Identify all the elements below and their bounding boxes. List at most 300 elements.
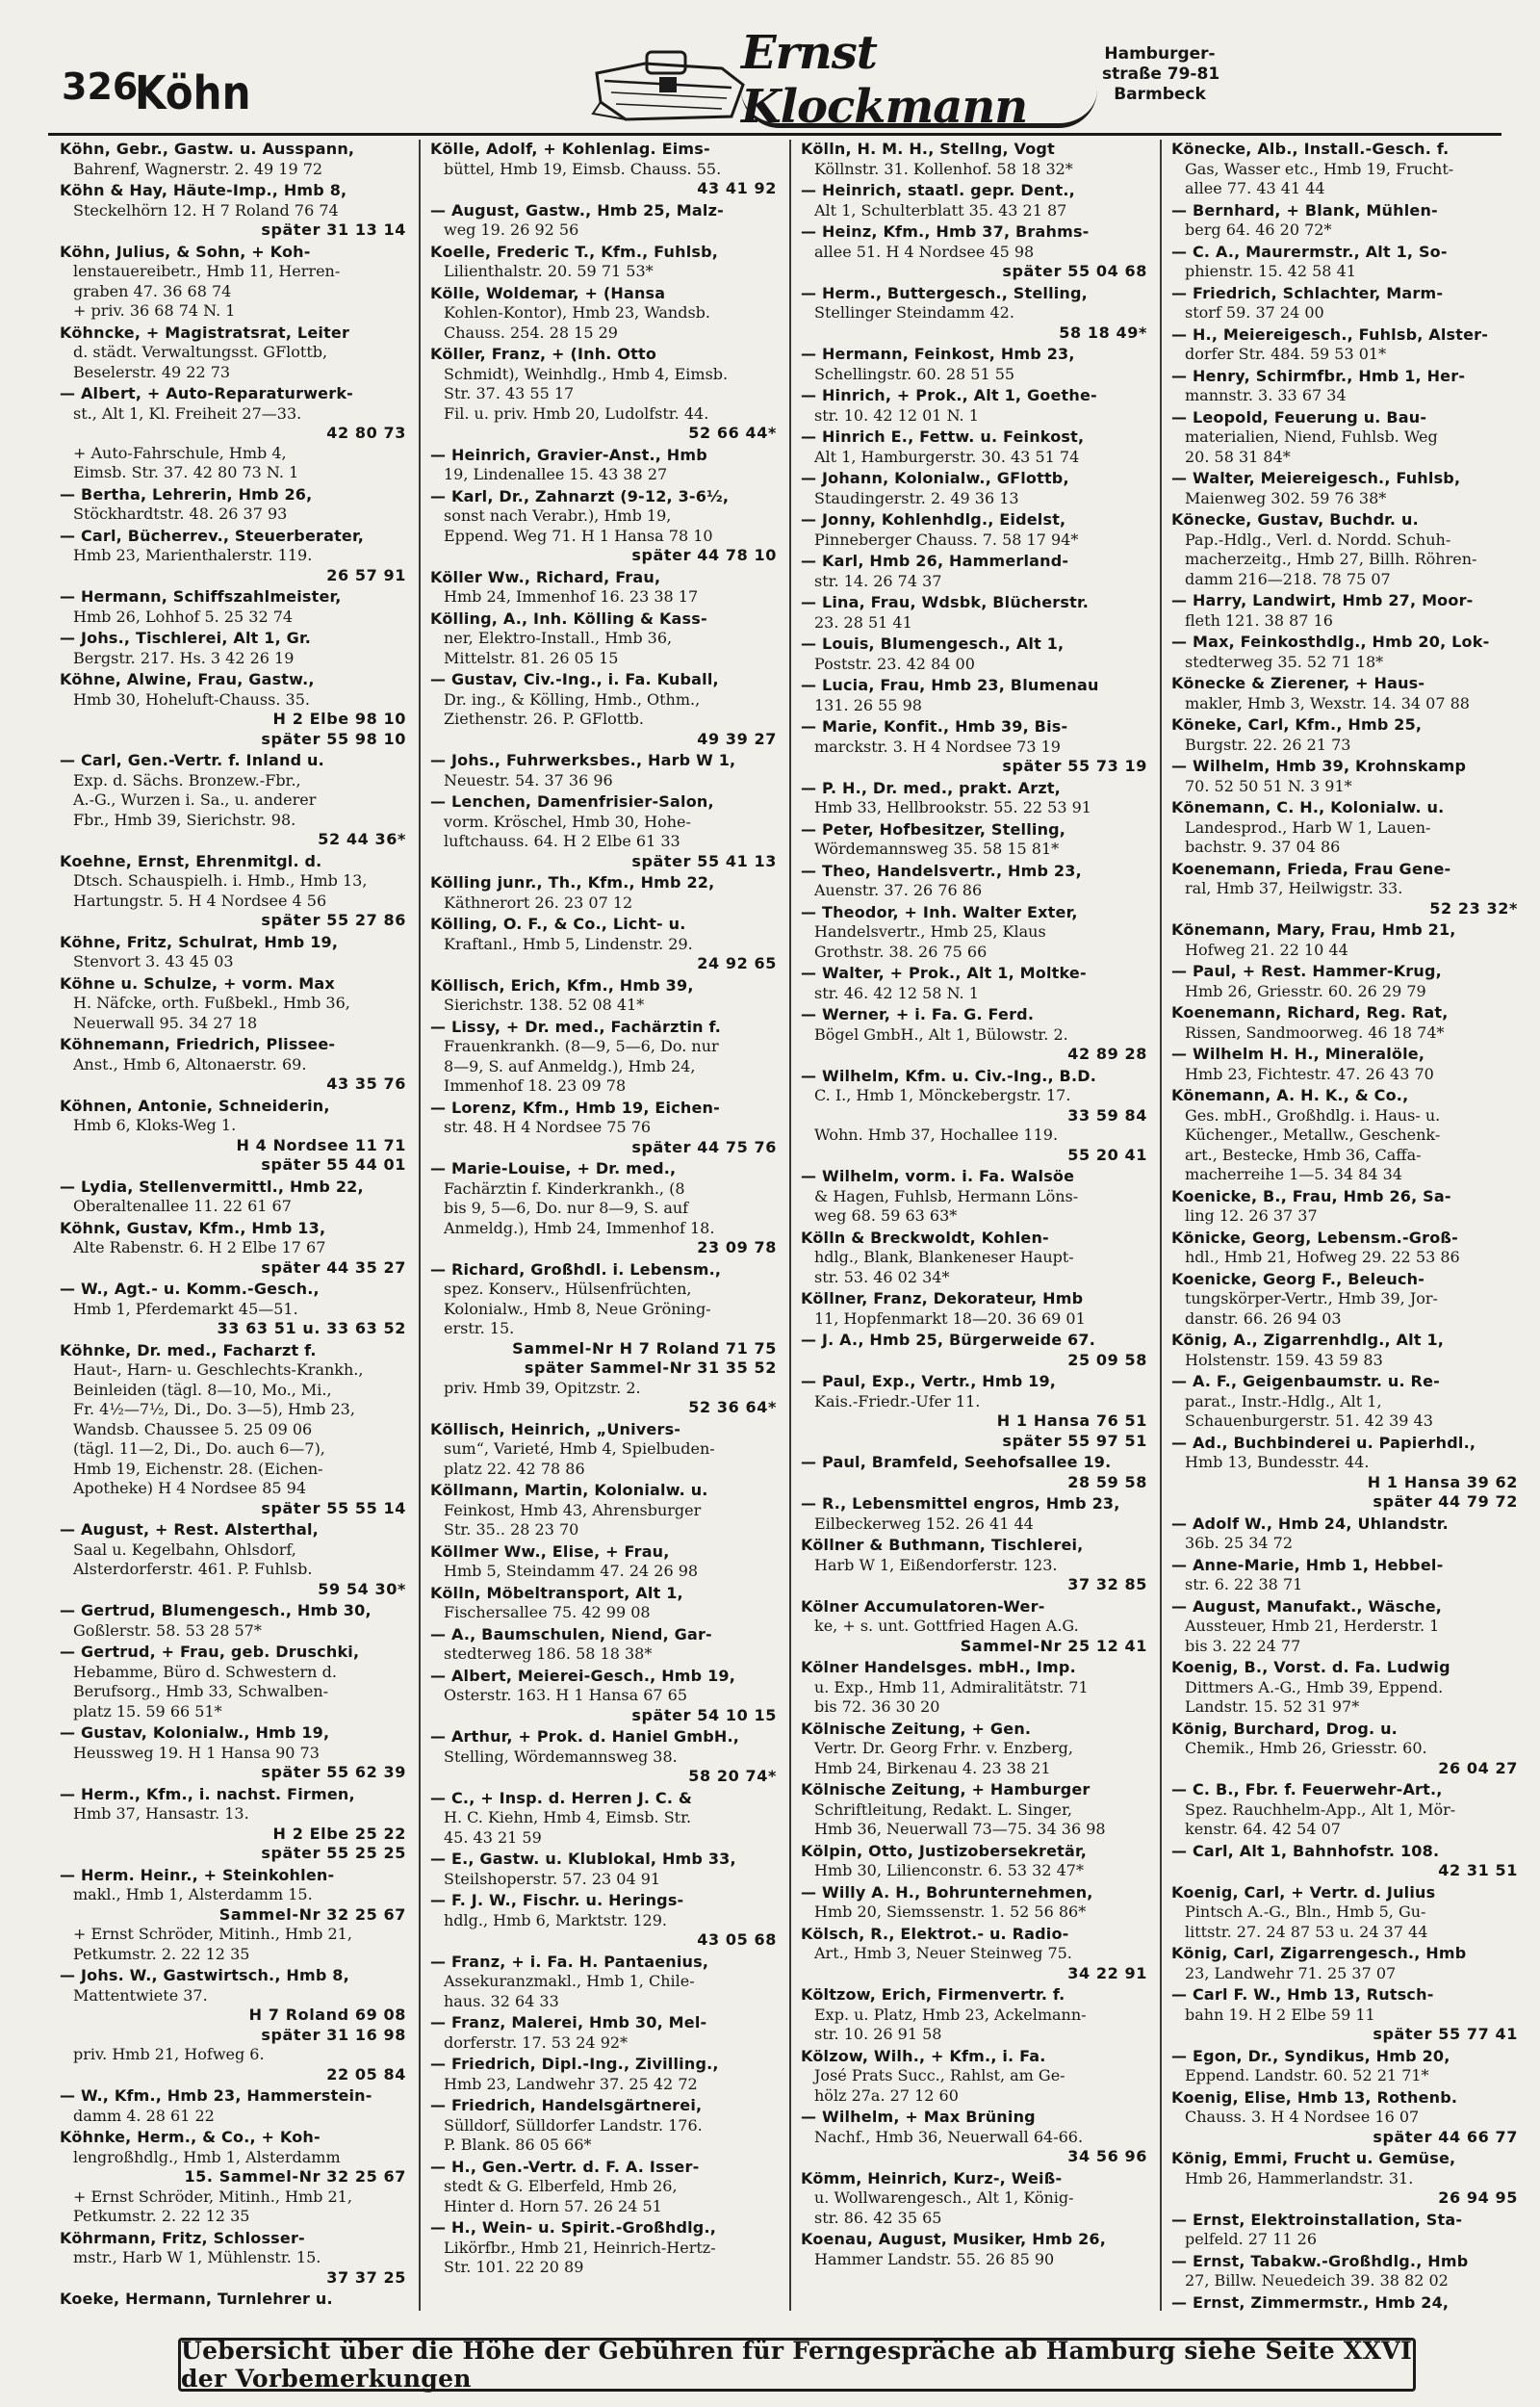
entry-heading-line: — Egon, Dr., Syndikus, Hmb 20,	[1171, 2046, 1450, 2065]
entry-line: str. 48. H 4 Nordsee 75 76	[444, 1118, 652, 1136]
entry-line: Art., Hmb 3, Neuer Steinweg 75.	[814, 1944, 1072, 1962]
entry-line: Kolonialw., Hmb 8, Neue Gröning-	[444, 1299, 711, 1318]
entry-line: später 55 41 13	[631, 851, 777, 870]
directory-entry	[801, 1842, 1147, 1881]
entry-line: Hmb 23, Marienthalerstr. 119.	[73, 546, 313, 564]
entry-line: später 55 77 41	[1373, 2025, 1518, 2043]
entry-line: Nachf., Hmb 36, Neuerwall 64-66.	[814, 2127, 1084, 2146]
directory-entry	[801, 222, 1147, 282]
entry-line: Stenvort 3. 43 45 03	[73, 952, 234, 971]
entry-line: später 44 79 72	[1373, 1492, 1518, 1511]
directory-entry	[60, 1280, 406, 1339]
entry-line: Mattentwiete 37.	[73, 1985, 208, 2005]
entry-heading-line: — Paul, Bramfeld, Seehofsallee 19.	[801, 1453, 1112, 1471]
entry-line: Stellinger Steindamm 42.	[814, 303, 1014, 322]
entry-heading-line: — Heinrich, staatl. gepr. Dent.,	[801, 181, 1075, 199]
entry-heading-line: Kölln, Möbeltransport, Alt 1,	[430, 1583, 683, 1602]
entry-heading-line: Kölner Handelsges. mbH., Imp.	[801, 1658, 1076, 1676]
entry-heading-line: — Lenchen, Damenfrisier-Salon,	[430, 792, 714, 811]
entry-line: Wördemannsweg 35. 58 15 81*	[814, 840, 1060, 858]
directory-entry	[801, 469, 1147, 508]
directory-entry	[801, 717, 1147, 777]
entry-line: Chauss. 3. H 4 Nordsee 16 07	[1185, 2108, 1420, 2126]
entry-heading-line: König, Emmi, Frucht u. Gemüse,	[1171, 2149, 1456, 2167]
directory-entry	[60, 1035, 406, 1095]
entry-heading-line: — Johs., Tischlerei, Alt 1, Gr.	[60, 629, 312, 647]
entry-line: stedterweg 35. 52 71 18*	[1185, 652, 1384, 671]
entry-line: später Sammel-Nr 31 35 52	[524, 1359, 777, 1377]
entry-line: tungskörper-Vertr., Hmb 39, Jor-	[1185, 1289, 1438, 1307]
entry-line: Bögel GmbH., Alt 1, Bülowstr. 2.	[814, 1024, 1068, 1044]
directory-entry	[430, 1260, 777, 1418]
entry-line: Hmb 20, Siemssenstr. 1. 52 56 86*	[814, 1902, 1087, 1921]
directory-entry	[60, 324, 406, 383]
entry-heading-line: — Lucia, Frau, Hmb 23, Blumenau	[801, 676, 1099, 694]
page-number: 326	[62, 65, 139, 108]
entry-line: Berufsorg., Hmb 33, Schwalben-	[73, 1682, 329, 1700]
directory-entry	[1171, 1883, 1518, 1943]
entry-line: damm 216—218. 78 75 07	[1185, 569, 1391, 588]
entry-heading-line: Koenicke, Georg F., Beleuch-	[1171, 1269, 1425, 1288]
directory-entry	[60, 852, 406, 931]
directory-entry	[801, 1985, 1147, 2045]
entry-line: 52 36 64*	[688, 1398, 777, 1416]
entry-heading-line: Köllner & Buthmann, Tischlerei,	[801, 1536, 1084, 1554]
directory-entry	[1171, 715, 1518, 755]
entry-heading-line: — Carl, Bücherrev., Steuerberater,	[60, 526, 364, 545]
entry-heading-line: — Herm., Buttergesch., Stelling,	[801, 283, 1088, 302]
directory-entry	[1171, 2088, 1518, 2148]
directory-entry	[60, 181, 406, 241]
entry-heading-line: — Willy A. H., Bohrunternehmen,	[801, 1882, 1093, 1902]
entry-line: Ges. mbH., Großhdlg. i. Haus- u.	[1185, 1105, 1441, 1125]
entry-line: kenstr. 64. 42 54 07	[1185, 1820, 1341, 1838]
entry-line: H 7 Roland 69 08	[248, 2006, 406, 2024]
entry-line: Likörfbr., Hmb 21, Heinrich-Hertz-	[444, 2238, 716, 2257]
entry-line: Burgstr. 22. 26 21 73	[1185, 735, 1351, 754]
entry-line: Dtsch. Schauspielh. i. Hmb., Hmb 13,	[73, 871, 368, 890]
entry-line: Aussteuer, Hmb 21, Herderstr. 1	[1185, 1617, 1440, 1635]
entry-line: 45. 43 21 59	[444, 1827, 542, 1847]
entry-heading-line: — H., Gen.-Vertr. d. F. A. Isser-	[430, 2157, 700, 2176]
directory-entry	[430, 1667, 777, 1726]
entry-line: 34 22 91	[1067, 1963, 1147, 1982]
entry-heading-line: Köhnemann, Friedrich, Plissee-	[60, 1035, 336, 1053]
entry-heading-line: — A. F., Geigenbaumstr. u. Re-	[1171, 1372, 1440, 1390]
entry-line: pelfeld. 27 11 26	[1185, 2230, 1317, 2248]
entry-line: Eimsb. Str. 37. 42 80 73 N. 1	[73, 463, 299, 481]
entry-line: Stelling, Wördemannsweg 38.	[444, 1747, 678, 1766]
entry-line: Hmb 36, Neuerwall 73—75. 34 36 98	[814, 1820, 1106, 1838]
entry-heading-line: — J. A., Hmb 25, Bürgerweide 67.	[801, 1331, 1095, 1349]
directory-entry	[1171, 962, 1518, 1001]
directory-entry	[60, 2290, 406, 2311]
entry-line: luftchauss. 64. H 2 Elbe 61 33	[444, 832, 680, 850]
entry-line: Sülldorf, Sülldorfer Landstr. 176.	[444, 2115, 703, 2135]
directory-entry	[1171, 1985, 1518, 2045]
entry-line: Hmb 13, Bundesstr. 44.	[1185, 1453, 1370, 1471]
entry-heading-line: — Gustav, Kolonialw., Hmb 19,	[60, 1723, 330, 1742]
entry-line: 42 80 73	[326, 424, 406, 442]
entry-line: Küchenger., Metallw., Geschenk-	[1185, 1126, 1441, 1144]
entry-line: 42 89 28	[1067, 1045, 1147, 1063]
directory-entry	[801, 820, 1147, 860]
directory-entry	[801, 964, 1147, 1003]
entry-line: art., Bestecke, Hmb 36, Caffa-	[1185, 1145, 1422, 1164]
column-4	[1171, 140, 1518, 2311]
entry-line: Landesprod., Harb W 1, Lauen-	[1185, 817, 1431, 837]
entry-line: materialien, Niend, Fuhlsb. Weg	[1185, 427, 1438, 446]
entry-heading-line: — Walter, + Prok., Alt 1, Moltke-	[801, 964, 1087, 982]
entry-line: 23, Landwehr 71. 25 37 07	[1185, 1963, 1397, 1982]
entry-heading-line: Kölling junr., Th., Kfm., Hmb 22,	[430, 873, 715, 892]
entry-line: erstr. 15.	[444, 1319, 515, 1337]
directory-entry	[430, 976, 777, 1016]
entry-heading-line: — August, + Rest. Alsterthal,	[60, 1520, 319, 1539]
entry-heading-line: — C. A., Maurermstr., Alt 1, So-	[1171, 242, 1448, 261]
entry-line: st., Alt 1, Kl. Freiheit 27—33.	[73, 403, 302, 423]
entry-line: 25 09 58	[1067, 1350, 1147, 1369]
directory-entry	[801, 1331, 1147, 1370]
directory-entry	[801, 2108, 1147, 2167]
entry-line: d. städt. Verwaltungsst. GFlottb,	[73, 343, 328, 361]
entry-heading-line: Koenig, Carl, + Vertr. d. Julius	[1171, 1882, 1436, 1902]
entry-line: bahn 19. H 2 Elbe 59 11	[1185, 2005, 1375, 2024]
directory-entry	[1171, 325, 1518, 365]
entry-heading-line: — Johs. W., Gastwirtsch., Hmb 8,	[60, 1966, 349, 1984]
directory-entry	[801, 345, 1147, 384]
directory-entry	[430, 1420, 777, 1480]
entry-line: Fischersallee 75. 42 99 08	[444, 1603, 651, 1621]
entry-line: mstr., Harb W 1, Mühlenstr. 15.	[73, 2248, 321, 2266]
entry-heading-line: — C. B., Fbr. f. Feuerwehr-Art.,	[1171, 1780, 1443, 1799]
entry-heading-line: Köhnk, Gustav, Kfm., Hmb 13,	[60, 1218, 326, 1237]
entry-line: platz 15. 59 66 51*	[73, 1701, 222, 1721]
entry-heading-line: Köneke, Carl, Kfm., Hmb 25,	[1171, 715, 1423, 734]
directory-entry	[430, 140, 777, 199]
entry-line: 26 04 27	[1438, 1758, 1518, 1777]
entry-line	[60, 2310, 406, 2312]
entry-heading-line: — Johs., Fuhrwerksbes., Harb W 1,	[430, 751, 736, 769]
entry-heading-line: Kölle, Adolf, + Kohlenlag. Eims-	[430, 140, 710, 158]
directory-entry	[430, 2096, 777, 2156]
entry-heading-line: — Paul, Exp., Vertr., Hmb 19,	[801, 1372, 1057, 1390]
entry-line: stedterweg 186. 58 18 38*	[444, 1644, 653, 1663]
entry-heading-line: — Wilhelm, Hmb 39, Krohnskamp	[1171, 757, 1467, 775]
directory-entry	[801, 634, 1147, 674]
directory-entry	[430, 1891, 777, 1951]
entry-line: 52 44 36*	[318, 830, 406, 848]
directory-entry	[1171, 1556, 1518, 1595]
entry-heading-line: Kölle, Woldemar, + (Hansa	[430, 283, 666, 302]
column-3	[801, 140, 1147, 2311]
entry-line: 37 32 85	[1067, 1575, 1147, 1593]
directory-entry	[1171, 1270, 1518, 1330]
entry-line: u. Exp., Hmb 11, Admiralitätstr. 71	[814, 1677, 1089, 1696]
entry-line: bis 72. 36 30 20	[814, 1697, 940, 1716]
entry-heading-line: — Heinrich, Gravier-Anst., Hmb	[430, 445, 707, 464]
entry-line: Heussweg 19. H 1 Hansa 90 73	[73, 1743, 320, 1762]
entry-line: Hmb 1, Pferdemarkt 45—51.	[73, 1299, 298, 1318]
directory-entry	[801, 779, 1147, 818]
entry-heading-line: — Theo, Handelsvertr., Hmb 23,	[801, 861, 1082, 880]
entry-heading-line: — Peter, Hofbesitzer, Stelling,	[801, 819, 1066, 839]
entry-line: H. C. Kiehn, Hmb 4, Eimsb. Str.	[444, 1808, 692, 1826]
entry-line: parat., Instr.-Hdlg., Alt 1,	[1185, 1391, 1382, 1411]
directory-entry	[1171, 408, 1518, 468]
directory-entry	[801, 510, 1147, 550]
entry-heading-line: — R., Lebensmittel engros, Hmb 23,	[801, 1494, 1120, 1513]
entry-line: 26 94 95	[1438, 2188, 1518, 2207]
directory-entry	[60, 1341, 406, 1519]
entry-heading-line: Kölln & Breckwoldt, Kohlen-	[801, 1228, 1049, 1247]
entry-heading-line: — H., Wein- u. Spirit.-Großhdlg.,	[430, 2218, 717, 2237]
ad-address	[1102, 44, 1218, 105]
entry-line: makl., Hmb 1, Alsterdamm 15.	[73, 1885, 313, 1903]
directory-entry	[430, 1727, 777, 1787]
entry-heading-line: — Bertha, Lehrerin, Hmb 26,	[60, 484, 313, 504]
entry-line: später 55 55 14	[261, 1498, 406, 1517]
directory-entry	[1171, 2211, 1518, 2250]
entry-line: hölz 27a. 27 12 60	[814, 2085, 959, 2105]
entry-line: 28 59 58	[1067, 1472, 1147, 1491]
entry-line: phienstr. 15. 42 58 41	[1185, 262, 1356, 280]
directory-entry	[1171, 1372, 1518, 1432]
entry-line: Pintsch A.-G., Bln., Hmb 5, Gu-	[1185, 1902, 1426, 1921]
directory-entry	[801, 1883, 1147, 1923]
directory-entry	[1171, 633, 1518, 672]
directory-entry	[430, 1099, 777, 1158]
directory-entry	[801, 1453, 1147, 1492]
entry-heading-line: Koenig, Elise, Hmb 13, Rothenb.	[1171, 2087, 1458, 2107]
entry-line: 43 41 92	[697, 179, 777, 197]
directory-entry	[801, 552, 1147, 591]
directory-entry	[1171, 2047, 1518, 2086]
entry-heading-line: — W., Kfm., Hmb 23, Hammerstein-	[60, 2086, 372, 2105]
entry-line: makler, Hmb 3, Wexstr. 14. 34 07 88	[1185, 693, 1470, 712]
entry-line: später 44 78 10	[631, 546, 777, 564]
entry-heading-line: Köllner, Franz, Dekorateur, Hmb	[801, 1289, 1084, 1307]
entry-line: Hmb 26, Griesstr. 60. 26 29 79	[1185, 981, 1426, 1000]
entry-heading-line: Köhne, Alwine, Frau, Gastw.,	[60, 670, 315, 688]
entry-line: Hmb 26, Hammerlandstr. 31.	[1185, 2168, 1414, 2187]
entry-line: 23. 28 51 41	[814, 612, 912, 632]
entry-heading-line: Könemann, A. H. K., & Co.,	[1171, 1086, 1409, 1104]
entry-line: H 4 Nordsee 11 71	[236, 1135, 406, 1154]
entry-heading-line: Kölling, A., Inh. Kölling & Kass-	[430, 608, 707, 628]
directory-entry	[60, 243, 406, 322]
entry-line: später 31 16 98	[261, 2025, 406, 2044]
directory-entry	[801, 1780, 1147, 1840]
entry-line: + priv. 36 68 74 N. 1	[73, 301, 236, 320]
entry-line: Dr. ing., & Kölling, Hmb., Othm.,	[444, 689, 701, 709]
entry-heading-line: — C., + Insp. d. Herren J. C. &	[430, 1788, 693, 1807]
entry-line: Hartungstr. 5. H 4 Nordsee 4 56	[73, 891, 327, 910]
entry-line: priv. Hmb 21, Hofweg 6.	[73, 2045, 265, 2063]
entry-line: u. Wollwarengesch., Alt 1, König-	[814, 2188, 1074, 2207]
entry-line: hdlg., Blank, Blankeneser Haupt-	[814, 1248, 1074, 1266]
entry-line: Chauss. 254. 28 15 29	[444, 323, 618, 342]
entry-line: ner, Elektro-Install., Hmb 36,	[444, 629, 673, 647]
entry-line: Mittelstr. 81. 26 05 15	[444, 648, 619, 667]
entry-line: Anmeldg.), Hmb 24, Immenhof 18.	[444, 1218, 715, 1237]
entry-line: hdlg., Hmb 6, Marktstr. 129.	[444, 1910, 667, 1929]
entry-heading-line: — A., Baumschulen, Niend, Gar-	[430, 1624, 712, 1643]
entry-line: Assekuranzmakl., Hmb 1, Chile-	[444, 1972, 695, 1990]
entry-line: Kais.-Friedr.-Ufer 11.	[814, 1391, 981, 1411]
directory-entry	[1171, 920, 1518, 960]
entry-line: Fbr., Hmb 39, Sierichstr. 98.	[73, 810, 296, 829]
entry-heading-line: — Heinz, Kfm., Hmb 37, Brahms-	[801, 222, 1090, 241]
entry-heading-line: Köhn, Gebr., Gastw. u. Ausspann,	[60, 140, 355, 158]
directory-entry	[430, 873, 777, 913]
directory-entry	[430, 2013, 777, 2053]
entry-heading-line: Köhncke, + Magistratsrat, Leiter	[60, 323, 350, 342]
entry-heading-line: — Karl, Dr., Zahnarzt (9-12, 3-6½,	[430, 486, 730, 505]
entry-line: 43 05 68	[697, 1930, 777, 1949]
entry-heading-line: Könecke, Alb., Install.-Gesch. f.	[1171, 140, 1450, 158]
entry-heading-line: — Karl, Hmb 26, Hammerland-	[801, 552, 1069, 570]
entry-line: 59 54 30*	[318, 1579, 406, 1598]
column-divider	[789, 140, 791, 2311]
entry-heading-line: — Werner, + i. Fa. G. Ferd.	[801, 1005, 1035, 1023]
directory-entry	[60, 485, 406, 525]
directory-entry	[801, 676, 1147, 715]
directory-entry	[60, 587, 406, 627]
entry-line: später 55 73 19	[1002, 757, 1147, 775]
entry-heading-line: Kölling, O. F., & Co., Licht- u.	[430, 915, 686, 933]
directory-entry	[430, 1953, 777, 2012]
directory-entry	[60, 384, 406, 483]
entry-heading-line: — Carl, Alt 1, Bahnhofstr. 108.	[1171, 1841, 1440, 1860]
entry-heading-line: — August, Manufakt., Wäsche,	[1171, 1596, 1443, 1616]
entry-heading-line: — F. J. W., Fischr. u. Herings-	[430, 1891, 684, 1909]
entry-heading-line: Kölnische Zeitung, + Hamburger	[801, 1780, 1091, 1799]
entry-line: Neuestr. 54. 37 36 96	[444, 770, 613, 789]
entry-heading-line: Köhn & Hay, Häute-Imp., Hmb 8,	[60, 181, 347, 199]
directory-entry	[1171, 1086, 1518, 1185]
directory-entry	[1171, 284, 1518, 324]
directory-entry	[1171, 1842, 1518, 1881]
entry-line: Käthnerort 26. 23 07 12	[444, 893, 633, 912]
entry-line: Landstr. 15. 52 31 97*	[1185, 1697, 1360, 1716]
entry-line: später 54 10 15	[631, 1705, 777, 1724]
entry-line: Feinkost, Hmb 43, Ahrensburger	[444, 1500, 702, 1519]
directory-entry	[60, 1097, 406, 1176]
entry-line: später 44 35 27	[261, 1257, 406, 1277]
entry-heading-line: — Lissy, + Dr. med., Fachärztin f.	[430, 1017, 722, 1036]
directory-entry	[60, 1219, 406, 1279]
directory-entry	[430, 1850, 777, 1889]
entry-line: 52 66 44*	[688, 424, 777, 442]
entry-line: Vertr. Dr. Georg Frhr. v. Enzberg,	[814, 1739, 1073, 1757]
directory-entry	[801, 427, 1147, 467]
entry-heading-line: — Wilhelm, Kfm. u. Civ.-Ing., B.D.	[801, 1066, 1096, 1085]
directory-entry	[430, 1481, 777, 1540]
entry-heading-line: — Lina, Frau, Wdsbk, Blücherstr.	[801, 593, 1090, 611]
entry-line: Staudingerstr. 2. 49 36 13	[814, 488, 1019, 507]
entry-line: später 55 27 86	[261, 911, 406, 929]
entry-line: 24 92 65	[697, 954, 777, 972]
directory-entry	[60, 1520, 406, 1599]
directory-entry	[1171, 1658, 1518, 1718]
entry-line: Ziethenstr. 26. P. GFlottb.	[444, 710, 644, 728]
entry-line: weg 19. 26 92 56	[444, 220, 579, 239]
entry-heading-line: — Hermann, Schiffszahlmeister,	[60, 587, 342, 606]
entry-line: Hammer Landstr. 55. 26 85 90	[814, 2249, 1055, 2268]
directory-entry	[430, 568, 777, 608]
entry-heading-line: Kölzow, Wilh., + Kfm., i. Fa.	[801, 2046, 1046, 2065]
directory-entry	[430, 915, 777, 974]
entry-line: 34 56 96	[1067, 2147, 1147, 2165]
entry-line: Alt 1, Hamburgerstr. 30. 43 51 74	[814, 447, 1080, 466]
entry-line: Bergstr. 217. Hs. 3 42 26 19	[73, 648, 295, 667]
entry-line: Lilienthalstr. 20. 59 71 53*	[444, 262, 654, 280]
entry-line: platz 22. 42 78 86	[444, 1459, 585, 1478]
entry-heading-line: Köhnke, Herm., & Co., + Koh-	[60, 2128, 321, 2146]
entry-line: Str. 101. 22 20 89	[444, 2258, 584, 2276]
directory-entry	[1171, 243, 1518, 282]
entry-line: Saal u. Kegelbahn, Ohlsdorf,	[73, 1540, 296, 1559]
entry-line: mannstr. 3. 33 67 34	[1185, 386, 1347, 404]
entry-heading-line: — Leopold, Feuerung u. Bau-	[1171, 407, 1427, 427]
entry-line: Eppend. Weg 71. H 1 Hansa 78 10	[444, 526, 713, 545]
entry-line: Hinter d. Horn 57. 26 24 51	[444, 2196, 662, 2215]
entry-line: später 44 75 76	[631, 1137, 777, 1156]
ad-address-line: straße 79-81	[1102, 65, 1220, 84]
entry-line: spez. Konserv., Hülsenfrüchten,	[444, 1280, 692, 1298]
entry-heading-line: — Marie, Konfit., Hmb 39, Bis-	[801, 717, 1068, 736]
entry-line: + Auto-Fahrschule, Hmb 4,	[73, 443, 287, 462]
directory-entry	[1171, 1045, 1518, 1084]
entry-line: Fachärztin f. Kinderkrankh., (8	[444, 1178, 685, 1198]
entry-line: 11, Hopfenmarkt 18—20. 36 69 01	[814, 1308, 1086, 1328]
entry-heading-line: Koenemann, Frieda, Frau Gene-	[1171, 859, 1451, 878]
directory-entry	[60, 1966, 406, 2084]
column-divider	[1160, 140, 1162, 2311]
directory-entry	[430, 243, 777, 282]
directory-entry	[801, 386, 1147, 426]
directory-entry	[430, 345, 777, 444]
entry-heading-line: — Adolf W., Hmb 24, Uhlandstr.	[1171, 1514, 1449, 1533]
directory-entry	[1171, 469, 1518, 508]
ad-address-line: Hamburger-	[1104, 44, 1216, 64]
entry-heading-line: König, Carl, Zigarrengesch., Hmb	[1171, 1944, 1467, 1962]
entry-heading-line: Könemann, C. H., Kolonialw. u.	[1171, 798, 1445, 816]
entry-line: Chemik., Hmb 26, Griesstr. 60.	[1185, 1739, 1427, 1757]
entry-heading-line: — Lydia, Stellenvermittl., Hmb 22,	[60, 1177, 364, 1196]
entry-line: später 44 66 77	[1373, 2127, 1518, 2146]
entry-line: danstr. 66. 26 94 03	[1185, 1308, 1342, 1328]
column-divider	[419, 140, 421, 2311]
entry-line: H 2 Elbe 98 10	[272, 710, 406, 728]
entry-line: allee 77. 43 41 44	[1185, 179, 1325, 197]
entry-line: Beinleiden (tägl. 8—10, Mo., Mi.,	[73, 1380, 332, 1399]
entry-line: Fil. u. priv. Hmb 20, Ludolfstr. 44.	[444, 403, 709, 423]
entry-line: str. 10. 42 12 01 N. 1	[814, 405, 979, 425]
entry-line: A.-G., Wurzen i. Sa., u. anderer	[73, 790, 317, 809]
entry-heading-line: Koenau, August, Musiker, Hmb 26,	[801, 2230, 1107, 2248]
footer-notice: Uebersicht über die Höhe der Gebühren für Ferngespräche ab Hamburg siehe Seite XXVI der Vorbemerkungen	[178, 2338, 1416, 2392]
entry-line: Wandsb. Chaussee 5. 25 09 06	[73, 1419, 313, 1438]
entry-line: vorm. Kröschel, Hmb 30, Hohe-	[444, 812, 691, 831]
entry-heading-line: — Gustav, Civ.-Ing., i. Fa. Kuball,	[430, 670, 719, 688]
entry-line: Schmidt), Weinhdlg., Hmb 4, Eimsb.	[444, 364, 729, 383]
entry-line: Apotheke) H 4 Nordsee 85 94	[73, 1479, 306, 1497]
entry-line: + Ernst Schröder, Mitinh., Hmb 21,	[73, 2187, 352, 2206]
entry-line: Hebamme, Büro d. Schwestern d.	[73, 1662, 337, 1681]
entry-line: Hmb 5, Steindamm 47. 24 26 98	[444, 1562, 699, 1580]
